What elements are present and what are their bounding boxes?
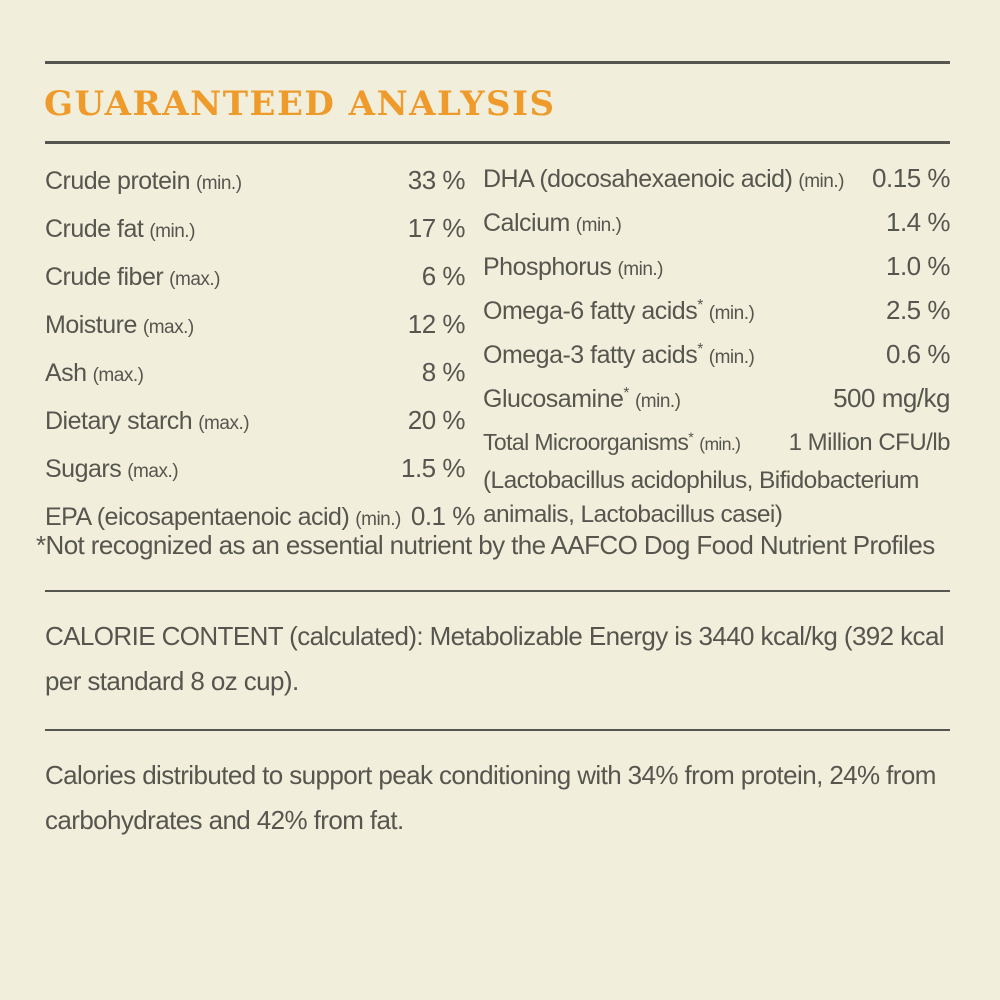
nutrient-name: Calcium [483,209,570,237]
analysis-row-main [483,290,950,334]
analysis-row-main [483,202,950,246]
calorie-distribution-text: Calories distributed to support peak conditioning with 34% from protein, 24% from carbohydrates and 42% from fat. [45,760,936,835]
analysis-row [483,202,950,246]
nutrient-name: Ash [45,359,87,387]
aafco-footnote: *Not recognized as an essential nutrient by the AAFCO Dog Food Nutrient Profiles [36,530,935,560]
analysis-table [45,158,950,542]
nutrient-qualifier: (min.) [355,509,401,530]
nutrient-value: 0.1 % [410,501,475,531]
analysis-row [45,350,465,398]
nutrient-value: 1.0 % [886,251,950,281]
nutrient-label [483,159,844,202]
nutrient-name: Glucosamine [483,385,624,413]
nutrient-label [45,399,249,446]
nutrient-name: Sugars [45,455,122,483]
nutrient-label [45,207,195,254]
nutrient-name: Phosphorus [483,253,612,281]
nutrient-value: 6 % [421,261,465,291]
nutrient-qualifier: (min.) [798,171,844,192]
nutrient-label [483,291,754,334]
nutrient-name: Crude fat [45,215,144,243]
nutrient-value: 17 % [407,213,465,243]
nutrient-value: 1.5 % [401,453,465,483]
nutrient-qualifier: (max.) [92,365,144,386]
nutrient-qualifier: (min.) [708,303,755,324]
analysis-row [483,158,950,202]
footnote-asterisk: * [688,430,694,447]
analysis-row [483,246,950,290]
analysis-row [483,378,950,422]
nutrient-name: Moisture [45,311,137,339]
nutrient-value: 2.5 % [886,295,950,325]
analysis-row [483,334,950,378]
nutrient-qualifier: (min.) [699,434,741,454]
nutrient-name: DHA (docosahexaenoic acid) [483,165,793,193]
nutrient-qualifier: (min.) [617,259,663,280]
nutrient-name: Crude fiber [45,263,164,291]
calorie-divider [45,590,950,592]
nutrient-note: (Lactobacillus acidophilus, Bifidobacterium animalis, Lactobacillus casei) [483,467,919,528]
nutrient-name: Total Microorganisms [483,429,689,455]
analysis-right-column [483,158,950,542]
analysis-row [483,422,950,532]
top-divider [45,61,950,64]
nutrient-label [45,303,194,350]
section-title: GUARANTEED ANALYSIS [44,84,556,124]
distribution-divider [45,729,950,731]
nutrient-name: Crude protein [45,167,190,195]
analysis-row [483,290,950,334]
calorie-content-text: CALORIE CONTENT (calculated): Metabolizable Energy is 3440 kcal/kg (392 kcal per standard 8 oz cup). [45,621,944,696]
nutrient-qualifier: (min.) [708,347,755,368]
analysis-row [45,158,465,206]
nutrient-value: 1.4 % [886,207,950,237]
nutrient-qualifier: (min.) [195,173,242,194]
nutrient-name: Omega-3 fatty acids [483,341,698,369]
nutrient-value: 1 Million CFU/lb [788,429,950,456]
nutrient-value: 0.15 % [872,163,950,193]
nutrient-name: Dietary starch [45,407,193,435]
footnote-asterisk: * [623,385,629,403]
analysis-row-main [483,422,950,464]
analysis-left-column [45,158,475,542]
analysis-row [45,446,465,494]
nutrient-name: EPA (eicosapentaenoic acid) [45,503,350,531]
nutrient-qualifier: (max.) [169,269,220,290]
nutrient-label [45,351,143,398]
analysis-row [45,302,465,350]
nutrient-value: 8 % [421,357,465,387]
analysis-row [45,254,465,302]
nutrient-value: 33 % [407,165,465,195]
analysis-row [45,398,465,446]
analysis-row [45,206,465,254]
nutrient-label [45,447,178,494]
analysis-row-main [483,334,950,378]
title-divider [45,141,950,144]
nutrient-value: 20 % [407,405,465,435]
nutrient-qualifier: (max.) [198,413,250,434]
analysis-row-main [483,246,950,290]
nutrient-label [483,247,663,290]
nutrient-label [483,335,754,378]
nutrient-qualifier: (max.) [142,317,194,338]
nutrient-qualifier: (min.) [149,221,195,242]
nutrient-value: 12 % [407,309,465,339]
nutrient-label [483,203,621,246]
nutrient-qualifier: (min.) [634,391,681,412]
nutrient-value: 500 mg/kg [833,383,950,413]
analysis-row-main [483,158,950,202]
nutrient-label [483,422,740,464]
nutrient-label [45,255,220,302]
footnote-asterisk: * [697,341,703,359]
nutrient-label [483,379,681,422]
nutrient-qualifier: (max.) [127,461,179,482]
nutrient-qualifier: (min.) [575,215,622,236]
nutrient-name: Omega-6 fatty acids [483,297,698,325]
analysis-row-main [483,378,950,422]
footnote-asterisk: * [697,297,703,315]
nutrient-label [45,159,242,206]
nutrient-value: 0.6 % [886,339,950,369]
